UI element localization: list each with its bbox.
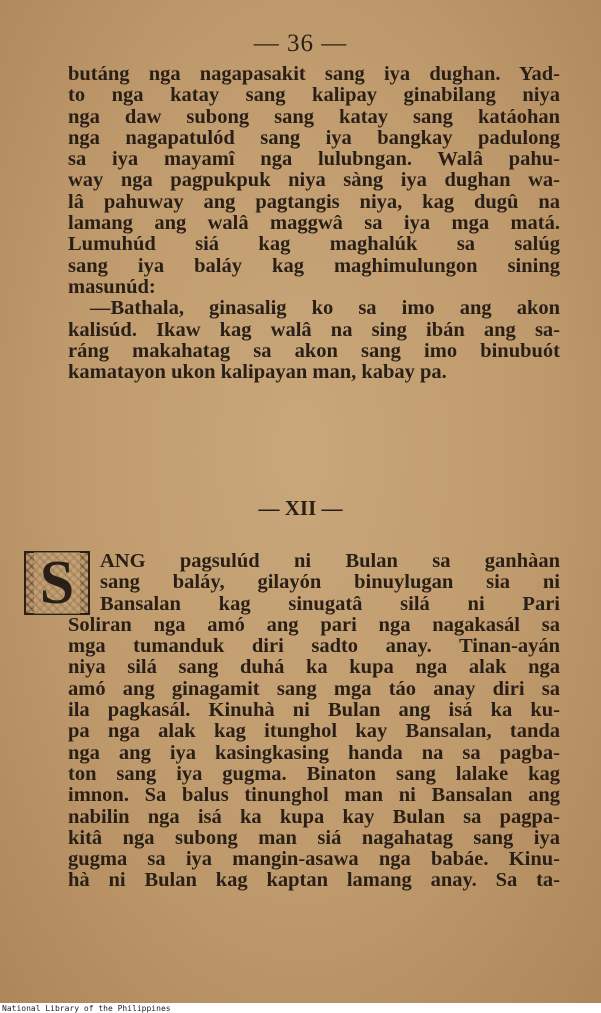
prayer-line: kamatayon ukon kalipayan man, kabay pa. [68, 362, 447, 384]
prayer-line: —Bathala, ginasalig ko sa imo ang akon [90, 298, 560, 320]
text-line: to nga katay sang kalipay ginabilang niya [68, 85, 560, 107]
text-line: gugma sa iya mangin-asawa nga babáe. Kinu- [68, 849, 560, 871]
chapter-text-block [68, 551, 560, 892]
text-line: pa nga alak kag itunghol kay Bansalan, tanda [68, 721, 560, 743]
text-line: sa iya mayamî nga lulubngan. Walâ pahu- [68, 149, 560, 171]
text-line: lâ pahuway ang pagtangis niya, kag dugû na [68, 191, 560, 213]
dropcap-letter: S [34, 552, 80, 614]
text-line: butáng nga nagapasakit sang iya dughan. Yad- [68, 64, 560, 85]
text-line: mga tumanduk diri sadto anay. Tinan-ayán [68, 636, 560, 658]
text-line: nga daw subong sang katay sang katáohan [68, 106, 560, 128]
text-line: amó ang ginagamit sang mga táo anay diri sa [68, 678, 560, 700]
text-line: Soliran nga amó ang pari nga nagakasál sa [68, 614, 560, 636]
text-line: sang iya baláy kag maghimulungon sining [68, 255, 560, 277]
text-line: nga nagapatulód sang iya bangkay padulong [68, 127, 560, 149]
text-line: niya silá sang duhá ka kupa nga alak nga [68, 657, 560, 679]
prayer-line: kalisúd. Ikaw kag walâ na sing ibán ang sa- [68, 319, 560, 341]
prayer-line: ráng makahatag sa akon sang imo binubuót [68, 340, 560, 362]
top-text-block [68, 64, 560, 383]
text-line: imnon. Sa balus tinunghol man ni Bansalan ang [68, 785, 560, 807]
text-line: sang baláy, gilayón binuylugan sia ni [100, 572, 560, 594]
footer-credit: National Library of the Philippines [2, 1004, 171, 1013]
text-line: hà ni Bulan kag kaptan lamang anay. Sa ta- [68, 870, 560, 892]
text-line: Lumuhúd siá kag maghalúk sa salúg [68, 234, 560, 256]
text-line: way nga pagpukpuk niya sàng iya dughan wa- [68, 170, 560, 192]
text-line: lamang ang walâ maggwâ sa iya mga matá. [68, 213, 560, 235]
chapter-heading: — XII — [258, 496, 343, 520]
text-line: nga ang iya kasingkasing handa na sa pagba- [68, 742, 560, 764]
text-line: Bansalan kag sinugatâ silá ni Pari [100, 593, 560, 615]
text-line: masunúd: [68, 276, 156, 298]
text-line: ANG pagsulúd ni Bulan sa ganhàan [100, 551, 560, 572]
text-line: ila pagkasál. Kinuhà ni Bulan ang isá ka ku- [68, 700, 560, 722]
text-line: ton sang iya gugma. Binaton sang lalake kag [68, 763, 560, 785]
text-line: kitâ nga subong man siá nagahatag sang iya [68, 827, 560, 849]
page-number: — 36 — [253, 30, 348, 57]
text-line: nabilin nga isá ka kupa kay Bulan sa pagpa- [68, 806, 560, 828]
